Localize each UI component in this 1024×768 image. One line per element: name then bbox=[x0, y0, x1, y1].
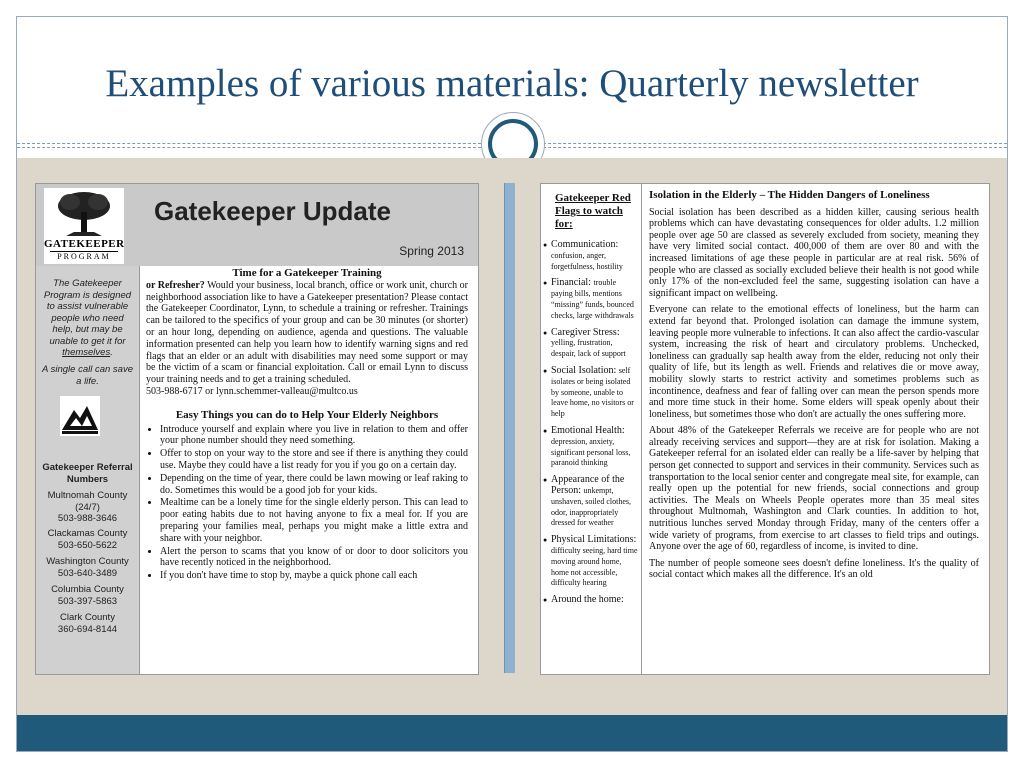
article-paragraph: Everyone can relate to the emotional effects of loneliness, but the harm can extend far beyond that. Prolonged isolation can damage the immune system, leaving people more vulnerable to infections. It can also affect the cardio-vascular system, increasing the risk of heart and circulatory problems. Unchecked, loneliness can gradually sap health away from the elder, reducing not only their quality of life, but its length as well. Friends and relatives die or move away, mobility slowly starts to restrict activity and sometimes problems such as incontinence, deafness and fear of falling over can mean the person spends more and more time stuck in their home. Some elders will speak openly about their loneliness, but sometimes those who don't are actually the ones suffering more. bbox=[649, 304, 979, 420]
referral-title: Gatekeeper Referral Numbers bbox=[42, 462, 133, 485]
gatekeeper-logo bbox=[44, 188, 124, 264]
list-item: ● Communication: confusion, anger, forgetfulness, hostility bbox=[543, 240, 639, 272]
tree-icon bbox=[54, 190, 114, 238]
easy-things-title: Easy Things you can do to Help Your Elderly Neighbors bbox=[175, 408, 439, 421]
referral-multnomah: Multnomah County (24/7) 503-988-3646 bbox=[47, 490, 128, 524]
easy-things-list bbox=[146, 424, 468, 582]
article-paragraph: About 48% of the Gatekeeper Referrals we receive are for people who are not already receiving services and support—they are at risk for isolation. Making a Gatekeeper referral for an isolated elder can really be a life-saver by helping that person get connected to support and services in their community. Services such as transportation to the local senior center and congregate meal site, for example, can really open up the potential for new friends, social connections and group activities. The Meals on Wheels People operates more than 35 meal sites throughout Multnomah, Washington and Clark counties. In addition to hot, nutritious lunches served Monday through Friday, many of the centers offer a wide variety of programs, from exercise to art classes to field trips and outings. Anyone over the age of 60, regardless of income, is invited to dine. bbox=[649, 425, 979, 553]
training-body: or Refresher? Would your business, local branch, office or work unit, church or neighborhood association like to have a Gatekeeper presentation? Please contact the Gatekeeper Coordinator, Lynn, to schedule a training or refresher. Trainings can be tailored to the specifics of your group and can be 30 minutes (or shorter) or an hour long, depending on audience, agenda and questions. The valuable information presented can help you learn how to identify warning signs and red flags that an elder or an adult with disabilities may need some support or may be the victim of a scam or financial exploitation. Call or email Lynn to discuss your training needs and to get a training scheduled. bbox=[146, 279, 468, 386]
referral-clark: Clark County 360-694-8144 bbox=[57, 612, 118, 635]
isolation-article bbox=[649, 190, 979, 586]
logo-subtext: PROGRAM bbox=[50, 251, 118, 261]
list-item: ● Around the home: bbox=[543, 595, 639, 606]
logo-text: GATEKEEPER bbox=[44, 238, 125, 250]
list-item: • If you don't have time to stop by, maybe a quick phone call each bbox=[160, 570, 468, 582]
newsletter-sidebar bbox=[36, 266, 140, 675]
article-paragraph: Social isolation has been described as a hidden killer, causing serious health problems which can have devastating consequences for older adults. 1.2 million people over age 50 are classed as severely excluded from society, meaning they have very limited social contact. 400,000 of them are over 80 and with the increased limitations of age these people in particular are at real risk. 56% of people who are classed as socially excluded believe their health is not good while only 17% of the non-excluded feel the same, suggesting isolation can have a significant impact on wellbeing. bbox=[649, 206, 979, 299]
training-contact: 503-988-6717 or lynn.schemmer-valleau@multco.us bbox=[146, 385, 358, 397]
list-item: ● Appearance of the Person: unkempt, unshaven, soiled clothes, odor, inappropriately dressed for weather bbox=[543, 475, 639, 529]
newsletter-title: Gatekeeper Update bbox=[154, 196, 391, 226]
list-item: • Introduce yourself and explain where you live in relation to them and offer your phone number should they need something. bbox=[160, 424, 468, 448]
list-item: • Mealtime can be a lonely time for the single elderly person. This can lead to poor eating habits due to not having anyone to fix a meal for. If you are preparing your families meal, perhaps you might make a little extra and share with your neighbor. bbox=[160, 497, 468, 544]
list-item: • Offer to stop on your way to the store and see if there is anything they could use. Maybe they could have a list ready for you if you go on a certain day. bbox=[160, 448, 468, 472]
red-flags-sidebar bbox=[541, 184, 642, 674]
slide bbox=[16, 16, 1008, 752]
red-flags-list bbox=[543, 240, 639, 612]
newsletter-season: Spring 2013 bbox=[399, 244, 464, 258]
list-item: ● Physical Limitations: difficulty seeing, hard time moving around home, home not accessible, difficulty hearing bbox=[543, 535, 639, 589]
training-title: Time for a Gatekeeper Training bbox=[232, 267, 382, 279]
sidebar-intro-link: themselves bbox=[62, 347, 111, 358]
list-item: • Depending on the time of year, there could be lawn mowing or leaf raking to do. Sometimes this would be a good job for your kids. bbox=[160, 473, 468, 497]
newsletter-header bbox=[36, 184, 478, 266]
list-item: ● Caregiver Stress: yelling, frustration, despair, lack of support bbox=[543, 328, 639, 360]
list-item: • Alert the person to scams that you know of or door to door solicitors you have recently noticed in the neighborhood. bbox=[160, 546, 468, 570]
list-item: ● Social Isolation: self isolates or being isolated by someone, unable to leave home, no visitors or help bbox=[543, 366, 639, 420]
page-divider bbox=[504, 183, 515, 673]
article-title: Isolation in the Elderly – The Hidden Dangers of Loneliness bbox=[649, 189, 930, 201]
list-item: ● Emotional Health: depression, anxiety, significant personal loss, paranoid thinking bbox=[543, 426, 639, 469]
red-flags-title: Gatekeeper Red Flags to watch for: bbox=[555, 192, 631, 230]
list-item: ● Financial: trouble paying bills, mentions “missing” funds, bounced checks, large withdrawals bbox=[543, 278, 639, 321]
training-title-2: or Refresher? bbox=[146, 279, 205, 291]
newsletter-main bbox=[146, 268, 468, 583]
sidebar-intro: The Gatekeeper Program is designed to assist vulnerable people who need help, but may be unable to get it for themselves. bbox=[43, 278, 132, 358]
referral-columbia: Columbia County 503-397-5863 bbox=[51, 584, 124, 607]
referral-clackamas: Clackamas County 503-650-5622 bbox=[47, 528, 128, 551]
newsletter-page-2 bbox=[540, 183, 990, 675]
footer-bar bbox=[17, 715, 1007, 751]
referral-washington: Washington County 503-640-3489 bbox=[46, 556, 129, 579]
article-paragraph: The number of people someone sees doesn't define loneliness. It's the quality of social contact which makes all the difference. It's an old bbox=[649, 557, 979, 581]
sidebar-call: A single call can save a life. bbox=[41, 364, 133, 387]
slide-title: Examples of various materials: Quarterly newsletter bbox=[105, 62, 919, 105]
mountain-logo-icon bbox=[60, 396, 100, 436]
newsletter-page-1 bbox=[35, 183, 479, 675]
